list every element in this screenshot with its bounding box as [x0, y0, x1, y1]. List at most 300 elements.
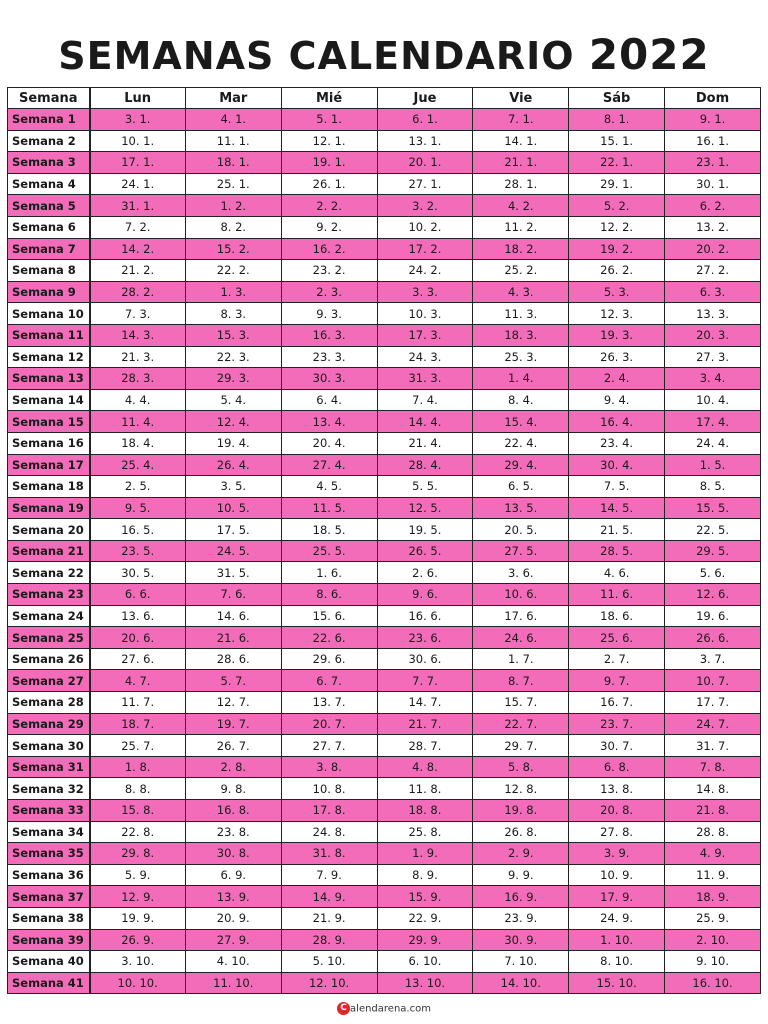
- date-cell: 23. 5.: [90, 540, 186, 562]
- date-cell: 12. 10.: [281, 972, 377, 994]
- date-cell: 28. 4.: [377, 454, 473, 476]
- date-cell: 30. 5.: [90, 562, 186, 584]
- table-row: [8, 540, 761, 562]
- date-cell: 2. 8.: [185, 756, 281, 778]
- date-cell: 28. 5.: [569, 540, 665, 562]
- date-cell: 8. 5.: [665, 476, 761, 498]
- date-cell: 4. 2.: [473, 195, 569, 217]
- date-cell: 8. 9.: [377, 864, 473, 886]
- date-cell: 20. 1.: [377, 152, 473, 174]
- date-cell: 9. 10.: [665, 951, 761, 973]
- date-cell: 11. 4.: [90, 411, 186, 433]
- date-cell: 6. 6.: [90, 584, 186, 606]
- date-cell: 20. 2.: [665, 238, 761, 260]
- date-cell: 17. 7.: [665, 692, 761, 714]
- date-cell: 5. 3.: [569, 281, 665, 303]
- date-cell: 16. 10.: [665, 972, 761, 994]
- date-cell: 2. 3.: [281, 281, 377, 303]
- date-cell: 20. 9.: [185, 907, 281, 929]
- date-cell: 9. 3.: [281, 303, 377, 325]
- date-cell: 16. 4.: [569, 411, 665, 433]
- week-calendar-table: [7, 87, 761, 994]
- week-label: Semana 9: [8, 281, 90, 303]
- date-cell: 25. 1.: [185, 173, 281, 195]
- date-cell: 6. 10.: [377, 951, 473, 973]
- date-cell: 2. 5.: [90, 476, 186, 498]
- date-cell: 9. 1.: [665, 109, 761, 131]
- table-row: [8, 929, 761, 951]
- date-cell: 8. 10.: [569, 951, 665, 973]
- week-label: Semana 38: [8, 907, 90, 929]
- date-cell: 6. 4.: [281, 389, 377, 411]
- date-cell: 9. 9.: [473, 864, 569, 886]
- date-cell: 6. 7.: [281, 670, 377, 692]
- date-cell: 21. 4.: [377, 432, 473, 454]
- week-label: Semana 3: [8, 152, 90, 174]
- date-cell: 23. 1.: [665, 152, 761, 174]
- week-label: Semana 14: [8, 389, 90, 411]
- date-cell: 11. 10.: [185, 972, 281, 994]
- date-cell: 24. 7.: [665, 713, 761, 735]
- date-cell: 26. 7.: [185, 735, 281, 757]
- header-mie: Mié: [281, 88, 377, 109]
- date-cell: 4. 1.: [185, 109, 281, 131]
- date-cell: 18. 3.: [473, 324, 569, 346]
- date-cell: 20. 3.: [665, 324, 761, 346]
- week-label: Semana 12: [8, 346, 90, 368]
- date-cell: 27. 5.: [473, 540, 569, 562]
- date-cell: 30. 6.: [377, 648, 473, 670]
- table-row: [8, 713, 761, 735]
- header-sab: Sáb: [569, 88, 665, 109]
- date-cell: 10. 6.: [473, 584, 569, 606]
- date-cell: 9. 2.: [281, 216, 377, 238]
- date-cell: 8. 3.: [185, 303, 281, 325]
- date-cell: 28. 8.: [665, 821, 761, 843]
- date-cell: 2. 4.: [569, 368, 665, 390]
- date-cell: 15. 4.: [473, 411, 569, 433]
- week-label: Semana 34: [8, 821, 90, 843]
- date-cell: 10. 2.: [377, 216, 473, 238]
- date-cell: 25. 6.: [569, 627, 665, 649]
- week-label: Semana 18: [8, 476, 90, 498]
- date-cell: 7. 2.: [90, 216, 186, 238]
- date-cell: 17. 4.: [665, 411, 761, 433]
- date-cell: 4. 3.: [473, 281, 569, 303]
- date-cell: 4. 6.: [569, 562, 665, 584]
- table-row: [8, 260, 761, 282]
- date-cell: 14. 3.: [90, 324, 186, 346]
- week-label: Semana 40: [8, 951, 90, 973]
- date-cell: 27. 2.: [665, 260, 761, 282]
- date-cell: 2. 2.: [281, 195, 377, 217]
- date-cell: 9. 8.: [185, 778, 281, 800]
- date-cell: 6. 9.: [185, 864, 281, 886]
- date-cell: 2. 9.: [473, 843, 569, 865]
- header-lun: Lun: [90, 88, 186, 109]
- date-cell: 19. 8.: [473, 800, 569, 822]
- date-cell: 15. 9.: [377, 886, 473, 908]
- date-cell: 28. 2.: [90, 281, 186, 303]
- date-cell: 28. 6.: [185, 648, 281, 670]
- date-cell: 17. 3.: [377, 324, 473, 346]
- date-cell: 16. 9.: [473, 886, 569, 908]
- week-label: Semana 33: [8, 800, 90, 822]
- date-cell: 17. 9.: [569, 886, 665, 908]
- date-cell: 21. 5.: [569, 519, 665, 541]
- week-label: Semana 28: [8, 692, 90, 714]
- date-cell: 17. 2.: [377, 238, 473, 260]
- date-cell: 5. 8.: [473, 756, 569, 778]
- date-cell: 31. 8.: [281, 843, 377, 865]
- date-cell: 11. 8.: [377, 778, 473, 800]
- date-cell: 13. 4.: [281, 411, 377, 433]
- title-year: 2022: [588, 30, 710, 79]
- date-cell: 26. 8.: [473, 821, 569, 843]
- date-cell: 15. 10.: [569, 972, 665, 994]
- table-row: [8, 562, 761, 584]
- date-cell: 12. 5.: [377, 497, 473, 519]
- date-cell: 25. 3.: [473, 346, 569, 368]
- table-row: [8, 670, 761, 692]
- date-cell: 2. 6.: [377, 562, 473, 584]
- date-cell: 14. 7.: [377, 692, 473, 714]
- table-row: [8, 907, 761, 929]
- date-cell: 22. 6.: [281, 627, 377, 649]
- date-cell: 12. 4.: [185, 411, 281, 433]
- date-cell: 29. 5.: [665, 540, 761, 562]
- week-label: Semana 19: [8, 497, 90, 519]
- date-cell: 18. 8.: [377, 800, 473, 822]
- date-cell: 1. 5.: [665, 454, 761, 476]
- date-cell: 25. 4.: [90, 454, 186, 476]
- date-cell: 13. 8.: [569, 778, 665, 800]
- week-label: Semana 5: [8, 195, 90, 217]
- table-row: [8, 864, 761, 886]
- calendarena-logo-icon: C: [337, 1002, 350, 1015]
- date-cell: 21. 9.: [281, 907, 377, 929]
- date-cell: 7. 10.: [473, 951, 569, 973]
- date-cell: 15. 5.: [665, 497, 761, 519]
- week-label: Semana 22: [8, 562, 90, 584]
- date-cell: 4. 4.: [90, 389, 186, 411]
- date-cell: 23. 4.: [569, 432, 665, 454]
- week-label: Semana 7: [8, 238, 90, 260]
- footer-logo: [0, 1002, 768, 1015]
- date-cell: 12. 7.: [185, 692, 281, 714]
- week-label: Semana 20: [8, 519, 90, 541]
- week-label: Semana 39: [8, 929, 90, 951]
- date-cell: 9. 4.: [569, 389, 665, 411]
- date-cell: 4. 5.: [281, 476, 377, 498]
- date-cell: 29. 4.: [473, 454, 569, 476]
- date-cell: 22. 5.: [665, 519, 761, 541]
- date-cell: 27. 3.: [665, 346, 761, 368]
- week-label: Semana 16: [8, 432, 90, 454]
- date-cell: 28. 3.: [90, 368, 186, 390]
- date-cell: 6. 5.: [473, 476, 569, 498]
- date-cell: 3. 10.: [90, 951, 186, 973]
- date-cell: 5. 7.: [185, 670, 281, 692]
- date-cell: 1. 2.: [185, 195, 281, 217]
- date-cell: 5. 1.: [281, 109, 377, 131]
- date-cell: 28. 7.: [377, 735, 473, 757]
- date-cell: 7. 4.: [377, 389, 473, 411]
- week-label: Semana 32: [8, 778, 90, 800]
- week-label: Semana 25: [8, 627, 90, 649]
- table-row: [8, 109, 761, 131]
- date-cell: 25. 5.: [281, 540, 377, 562]
- date-cell: 27. 4.: [281, 454, 377, 476]
- date-cell: 18. 9.: [665, 886, 761, 908]
- date-cell: 24. 1.: [90, 173, 186, 195]
- date-cell: 21. 8.: [665, 800, 761, 822]
- table-row: [8, 216, 761, 238]
- date-cell: 11. 2.: [473, 216, 569, 238]
- date-cell: 26. 1.: [281, 173, 377, 195]
- table-body: [8, 109, 761, 994]
- date-cell: 31. 1.: [90, 195, 186, 217]
- date-cell: 1. 8.: [90, 756, 186, 778]
- table-row: [8, 519, 761, 541]
- date-cell: 31. 3.: [377, 368, 473, 390]
- date-cell: 26. 9.: [90, 929, 186, 951]
- date-cell: 8. 4.: [473, 389, 569, 411]
- date-cell: 1. 3.: [185, 281, 281, 303]
- table-row: [8, 951, 761, 973]
- table-row: [8, 648, 761, 670]
- week-label: Semana 8: [8, 260, 90, 282]
- date-cell: 4. 9.: [665, 843, 761, 865]
- week-label: Semana 35: [8, 843, 90, 865]
- date-cell: 16. 6.: [377, 605, 473, 627]
- date-cell: 20. 5.: [473, 519, 569, 541]
- date-cell: 1. 10.: [569, 929, 665, 951]
- date-cell: 14. 8.: [665, 778, 761, 800]
- table-row: [8, 821, 761, 843]
- date-cell: 9. 6.: [377, 584, 473, 606]
- date-cell: 18. 6.: [569, 605, 665, 627]
- date-cell: 27. 7.: [281, 735, 377, 757]
- date-cell: 4. 8.: [377, 756, 473, 778]
- date-cell: 21. 1.: [473, 152, 569, 174]
- date-cell: 11. 1.: [185, 130, 281, 152]
- date-cell: 6. 8.: [569, 756, 665, 778]
- table-row: [8, 238, 761, 260]
- date-cell: 18. 2.: [473, 238, 569, 260]
- date-cell: 26. 2.: [569, 260, 665, 282]
- week-label: Semana 17: [8, 454, 90, 476]
- title-text: SEMANAS CALENDARIO: [58, 34, 575, 78]
- date-cell: 2. 7.: [569, 648, 665, 670]
- date-cell: 11. 9.: [665, 864, 761, 886]
- date-cell: 11. 3.: [473, 303, 569, 325]
- header-jue: Jue: [377, 88, 473, 109]
- date-cell: 19. 4.: [185, 432, 281, 454]
- date-cell: 19. 6.: [665, 605, 761, 627]
- date-cell: 3. 1.: [90, 109, 186, 131]
- week-label: Semana 23: [8, 584, 90, 606]
- date-cell: 19. 5.: [377, 519, 473, 541]
- date-cell: 14. 4.: [377, 411, 473, 433]
- date-cell: 23. 6.: [377, 627, 473, 649]
- date-cell: 23. 8.: [185, 821, 281, 843]
- date-cell: 12. 2.: [569, 216, 665, 238]
- date-cell: 9. 7.: [569, 670, 665, 692]
- date-cell: 17. 5.: [185, 519, 281, 541]
- date-cell: 17. 8.: [281, 800, 377, 822]
- date-cell: 16. 5.: [90, 519, 186, 541]
- date-cell: 13. 2.: [665, 216, 761, 238]
- week-label: Semana 11: [8, 324, 90, 346]
- week-label: Semana 10: [8, 303, 90, 325]
- date-cell: 7. 6.: [185, 584, 281, 606]
- date-cell: 7. 9.: [281, 864, 377, 886]
- table-row: [8, 605, 761, 627]
- date-cell: 15. 1.: [569, 130, 665, 152]
- date-cell: 20. 8.: [569, 800, 665, 822]
- week-label: Semana 26: [8, 648, 90, 670]
- date-cell: 17. 6.: [473, 605, 569, 627]
- date-cell: 19. 7.: [185, 713, 281, 735]
- date-cell: 13. 7.: [281, 692, 377, 714]
- date-cell: 30. 4.: [569, 454, 665, 476]
- date-cell: 5. 4.: [185, 389, 281, 411]
- date-cell: 18. 5.: [281, 519, 377, 541]
- date-cell: 19. 9.: [90, 907, 186, 929]
- table-row: [8, 324, 761, 346]
- date-cell: 4. 7.: [90, 670, 186, 692]
- date-cell: 12. 8.: [473, 778, 569, 800]
- date-cell: 3. 5.: [185, 476, 281, 498]
- table-row: [8, 692, 761, 714]
- date-cell: 10. 3.: [377, 303, 473, 325]
- date-cell: 20. 7.: [281, 713, 377, 735]
- date-cell: 3. 8.: [281, 756, 377, 778]
- week-label: Semana 37: [8, 886, 90, 908]
- date-cell: 13. 5.: [473, 497, 569, 519]
- date-cell: 22. 1.: [569, 152, 665, 174]
- date-cell: 3. 2.: [377, 195, 473, 217]
- table-row: [8, 886, 761, 908]
- date-cell: 29. 6.: [281, 648, 377, 670]
- date-cell: 3. 4.: [665, 368, 761, 390]
- date-cell: 9. 5.: [90, 497, 186, 519]
- date-cell: 24. 6.: [473, 627, 569, 649]
- date-cell: 24. 3.: [377, 346, 473, 368]
- table-row: [8, 432, 761, 454]
- table-row: [8, 584, 761, 606]
- table-row: [8, 411, 761, 433]
- date-cell: 15. 2.: [185, 238, 281, 260]
- date-cell: 27. 8.: [569, 821, 665, 843]
- date-cell: 8. 1.: [569, 109, 665, 131]
- date-cell: 25. 9.: [665, 907, 761, 929]
- date-cell: 16. 7.: [569, 692, 665, 714]
- date-cell: 10. 9.: [569, 864, 665, 886]
- date-cell: 22. 3.: [185, 346, 281, 368]
- date-cell: 29. 8.: [90, 843, 186, 865]
- date-cell: 25. 8.: [377, 821, 473, 843]
- date-cell: 30. 1.: [665, 173, 761, 195]
- date-cell: 7. 1.: [473, 109, 569, 131]
- date-cell: 14. 1.: [473, 130, 569, 152]
- date-cell: 20. 4.: [281, 432, 377, 454]
- week-label: Semana 21: [8, 540, 90, 562]
- date-cell: 29. 7.: [473, 735, 569, 757]
- header-dom: Dom: [665, 88, 761, 109]
- date-cell: 23. 3.: [281, 346, 377, 368]
- date-cell: 2. 10.: [665, 929, 761, 951]
- date-cell: 29. 1.: [569, 173, 665, 195]
- table-row: [8, 627, 761, 649]
- table-row: [8, 454, 761, 476]
- date-cell: 8. 8.: [90, 778, 186, 800]
- date-cell: 24. 4.: [665, 432, 761, 454]
- date-cell: 22. 8.: [90, 821, 186, 843]
- header-semana: Semana: [8, 88, 90, 109]
- date-cell: 16. 8.: [185, 800, 281, 822]
- date-cell: 23. 2.: [281, 260, 377, 282]
- date-cell: 3. 3.: [377, 281, 473, 303]
- date-cell: 8. 2.: [185, 216, 281, 238]
- table-row: [8, 756, 761, 778]
- date-cell: 13. 1.: [377, 130, 473, 152]
- date-cell: 8. 7.: [473, 670, 569, 692]
- date-cell: 11. 6.: [569, 584, 665, 606]
- date-cell: 26. 4.: [185, 454, 281, 476]
- date-cell: 31. 5.: [185, 562, 281, 584]
- date-cell: 27. 6.: [90, 648, 186, 670]
- date-cell: 13. 10.: [377, 972, 473, 994]
- date-cell: 5. 2.: [569, 195, 665, 217]
- date-cell: 21. 7.: [377, 713, 473, 735]
- table-row: [8, 173, 761, 195]
- date-cell: 14. 6.: [185, 605, 281, 627]
- date-cell: 22. 7.: [473, 713, 569, 735]
- table-row: [8, 972, 761, 994]
- date-cell: 15. 7.: [473, 692, 569, 714]
- date-cell: 8. 6.: [281, 584, 377, 606]
- footer-site-text: alendarena.com: [350, 1003, 431, 1015]
- date-cell: 14. 5.: [569, 497, 665, 519]
- date-cell: 19. 3.: [569, 324, 665, 346]
- week-label: Semana 1: [8, 109, 90, 131]
- table-row: [8, 497, 761, 519]
- week-label: Semana 31: [8, 756, 90, 778]
- date-cell: 7. 5.: [569, 476, 665, 498]
- date-cell: 12. 3.: [569, 303, 665, 325]
- week-label: Semana 2: [8, 130, 90, 152]
- date-cell: 5. 5.: [377, 476, 473, 498]
- week-label: Semana 15: [8, 411, 90, 433]
- week-label: Semana 13: [8, 368, 90, 390]
- table-row: [8, 130, 761, 152]
- date-cell: 21. 2.: [90, 260, 186, 282]
- date-cell: 17. 1.: [90, 152, 186, 174]
- date-cell: 7. 8.: [665, 756, 761, 778]
- date-cell: 11. 5.: [281, 497, 377, 519]
- date-cell: 10. 7.: [665, 670, 761, 692]
- date-cell: 30. 7.: [569, 735, 665, 757]
- date-cell: 13. 3.: [665, 303, 761, 325]
- date-cell: 26. 6.: [665, 627, 761, 649]
- table-row: [8, 368, 761, 390]
- date-cell: 28. 1.: [473, 173, 569, 195]
- week-label: Semana 30: [8, 735, 90, 757]
- date-cell: 12. 6.: [665, 584, 761, 606]
- table-row: [8, 800, 761, 822]
